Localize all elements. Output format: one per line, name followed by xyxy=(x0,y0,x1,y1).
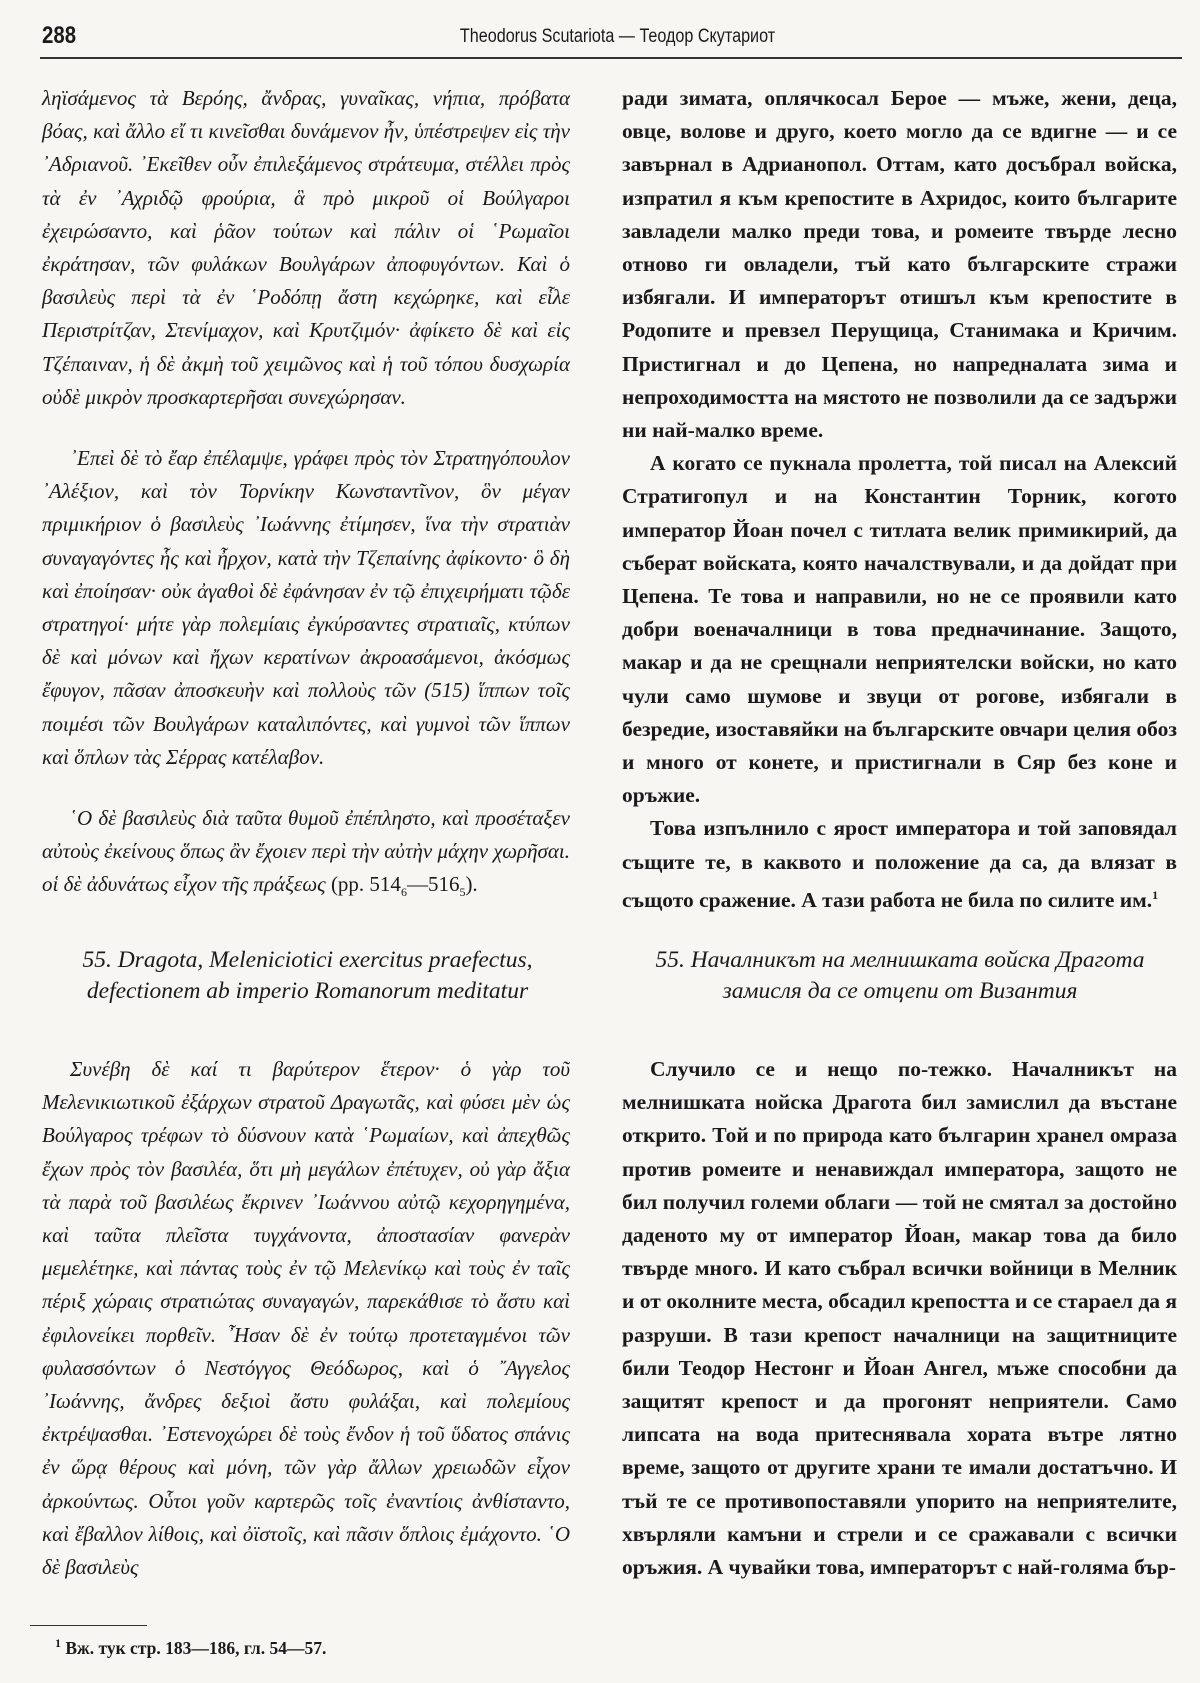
section-heading-bulgarian: 55. Началникът на мелнишката войска Драгота замисля да се отцепи от Византия xyxy=(655,947,1145,1004)
citation-suffix: ). xyxy=(465,872,478,897)
bulgarian-text: Това изпълнило с ярост императора и той заповядал същите те, в каквото и положение да са, да влязат в същото сражение. А тази работа не била по силите им. xyxy=(622,816,1177,913)
bulgarian-paragraph: Случило се и нещо по-тежко. Началникът на мелнишката нойска Драгота бил замислил да въстане открито. Той и по природа като българин хранел омраза против ромеите и ненавиждал императора, защото не бил получил големи облаги — той не смятал за достойно даденото му от император Йоан, макар това да било твърде много. И като събрал всички войници в Мелник и от околните места, обсадил крепостта и се стараел да я разруши. В тази крепост началници на защитниците били Теодор Нестонг и Йоан Ангел, мъже способни да защитят крепост и да прогонят неприятели. Само липсата на вода притеснявала хората вътре лятно време, защото от другите храни те имали достатъчно. И тъй те се противопоставяли упорито на неприятелите, хвърляли камъни и стрели и се сражавали с всички оръжия. А чувайки това, императорът с най-голяма бър- xyxy=(622,1057,1177,1580)
page-number: 288 xyxy=(42,22,77,49)
footnote-rule xyxy=(30,1625,147,1626)
citation-range: —516 xyxy=(406,872,460,897)
bulgarian-column-section-2 xyxy=(622,1053,1177,1584)
citation-sub: 5 xyxy=(459,885,466,900)
section-heading-latin: 55. Dragota, Meleniciotici exercitus praefectus, defectionem ab imperio Romanorum meditatur xyxy=(82,947,533,1004)
citation-prefix: (pp. 514 xyxy=(330,872,401,897)
page-header xyxy=(40,20,1195,60)
bulgarian-column-section-1 xyxy=(622,82,1177,917)
greek-paragraph: ληϊσάμενος τὰ Βερόης, ἄνδρας, γυναῖκας, νήπια, πρόβατα βόας, καὶ ἄλλο εἴ τι κινεῖσθαι δυνάμενον ἦν, ὑπέστρεψεν εἰς τὴν ᾿Αδριανοῦ. ᾿Εκεῖθεν οὖν ἐπιλεξάμενος στράτευμα, στέλλει πρὸς τὰ ἐν ᾿Αχριδῷ φρούρια, ἃ πρὸ μικροῦ οἱ Βούλγαροι ἐχειρώσαντο, καὶ ῥᾶον τούτων καὶ πάλιν οἱ ῾Ρωμαῖοι ἐκράτησαν, τῶν φυλάκων Βουλγάρων ἀποφυγόντων. Καὶ ὁ βασιλεὺς περὶ τὰ ἐν ῾Ροδόπῃ ἄστη κεχώρηκε, καὶ εἷλε Περιστρίτζαν, Στενίμαχον, καὶ Κρυτζιμόν· ἀφίκετο δὲ καὶ εἰς Τζέπαιναν, ἡ δὲ ἀκμὴ τοῦ χειμῶνος καὶ ἡ τοῦ τόπου δυσχωρία οὐδὲ μικρὸν προσκαρτερῆσαι συνεχώρησαν. xyxy=(42,86,570,409)
running-title: Theodorus Scutariota — Теодор Скутариот xyxy=(459,26,776,47)
footnote xyxy=(55,1636,326,1659)
greek-column-section-1 xyxy=(42,82,570,910)
footnote-number: 1 xyxy=(55,1636,61,1650)
footnote-text: Вж. тук стр. 183—186, гл. 54—57. xyxy=(65,1637,327,1658)
greek-paragraph: Συνέβη δὲ καί τι βαρύτερον ἕτερον· ὁ γὰρ τοῦ Μελενικιωτικοῦ ἐξάρχων στρατοῦ Δραγωτᾶς, καὶ φύσει μὲν ὡς Βούλγαρος τρέφων τὸ δύσνουν κατὰ ῾Ρωμαίων, καὶ ἀπεχθῶς ἔχων πρὸς τὸν βασιλέα, ὅτι μὴ μεγάλων ἐπέτυχεν, οὐ γὰρ ἄξια τὰ παρὰ τοῦ βασιλέως ἔκρινεν ᾿Ιωάννου αὐτῷ κεχορηγημένα, καὶ ταῦτα πλεῖστα τυγχάνοντα, ἀποστασίαν φανερὰν μεμελέτηκε, καὶ πάντας τοὺς ἐν τῷ Μελενίκῳ καὶ τοὺς ἐν ταῖς πέριξ χώραις στρατιώτας συναγαγών, παρεκάθισε τὸ ἄστυ καὶ ἐφιλονείκει πορθεῖν. ῏Ησαν δὲ ἐν τούτῳ προτεταγμένοι τῶν φυλασσόντων ὁ Νεστόγγος Θεόδωρος, καὶ ὁ ῎Αγγελος ᾿Ιωάννης, ἄνδρες δεξιοὶ ἄστυ φυλάξαι, καὶ πολεμίους ἐκτρέψασθαι. ᾿Εστενοχώρει δὲ τοὺς ἔνδον ἡ τοῦ ὕδατος σπάνις ἐν ὥρᾳ θέρους καὶ μόνη, τῶν γὰρ ἄλλων χρειωδῶν εἶχον ἀρκούντως. Οὗτοι γοῦν καρτερῶς τοῖς ἐναντίοις ἀνθίσταντο, καὶ ἔβαλλον λίθοις, καὶ ὀϊστοῖς, καὶ πᾶσιν ὅπλοις ἐμάχοντο. ῾Ο δὲ βασιλεὺς xyxy=(42,1057,570,1580)
bulgarian-paragraph: А когато се пукнала пролетта, той писал на Алексий Стратигопул и на Константин Торник, когото император Йоан почел с титлата велик примикирий, да съберат войската, която началствували, и да дойдат при Цепена. Те това и направили, но не се проявили като добри военачалници в това предначинание. Защото, макар и да не срещнали неприятелски войски, но като чули само шумове и звуци от рогове, избягали в безредие, изоставяйки на българските овчари целия обоз и много от конете, и пристигнали в Сяр без коне и оръжие. xyxy=(622,451,1177,808)
greek-paragraph: ᾿Επεὶ δὲ τὸ ἔαρ ἐπέλαμψε, γράφει πρὸς τὸν Στρατηγόπουλον ᾿Αλέξιον, καὶ τὸν Τορνίκην Κωνσταντῖνον, ὃν μέγαν πριμικήριον ὁ βασιλεὺς ᾿Ιωάννης ἐτίμησεν, ἵνα τὴν στρατιὰν συναγαγόντες ἧς καὶ ἦρχον, κατὰ τὴν Τζεπαίνης ἀφίκοντο· ὃ δὴ καὶ ἐποίησαν· οὐκ ἀγαθοὶ δὲ ἐφάνησαν ἐν τῷ ἐπιχειρήματι τῷδε στρατηγοί· μήτε γὰρ πολεμίαις ἐγκύρσαντες στρατιαῖς, κτύπων δὲ καὶ μόνων καὶ ἤχων κερατίνων ἀκροασάμενοι, ἀκόσμως ἔφυγον, πᾶσαν ἀποσκευὴν καὶ πολλοὺς τῶν (515) ἵππων τοῖς ποιμέσι τῶν Βουλγάρων καταλιπόντες, καὶ γυμνοὶ τῶν ἵππων καὶ ὅπλων τὰς Σέρρας κατέλαβον. xyxy=(42,446,570,769)
page-citation xyxy=(330,872,478,900)
footnote-marker[interactable]: 1 xyxy=(1152,887,1159,902)
greek-text: ῾Ο δὲ βασιλεὺς διὰ ταῦτα θυμοῦ ἐπέπληστο, καὶ προσέταξεν αὐτοὺς ἐκείνους ὅπως ἂν ἔχοιεν περὶ τὴν αὐτὴν μάχην χωρῆσαι. οἱ δὲ ἀδυνάτως εἶχον τῆς πράξεως xyxy=(42,806,570,897)
greek-column-section-2 xyxy=(42,1053,570,1584)
greek-paragraph-with-citation xyxy=(42,802,570,910)
header-rule xyxy=(40,57,1182,59)
citation-sub: 6 xyxy=(400,885,407,900)
bulgarian-paragraph: ради зимата, оплячкосал Берое — мъже, жени, деца, овце, волове и друго, което могло да се вдигне — и се завърнал в Адрианопол. Оттам, като досъбрал войска, изпратил я към крепостите в Ахридос, които българите завладели малко преди това, и ромеите твърде лесно отново ги овладели, тъй като българските стражи избягали. И императорът отишъл към крепостите в Родопите и превзел Перущица, Станимака и Кричим. Пристигнал и до Цепена, но напредналата зима и непроходимостта на мястото не позволили да се задържи ни най-малко време. xyxy=(622,86,1177,443)
bulgarian-paragraph-with-footnote xyxy=(622,812,1177,917)
